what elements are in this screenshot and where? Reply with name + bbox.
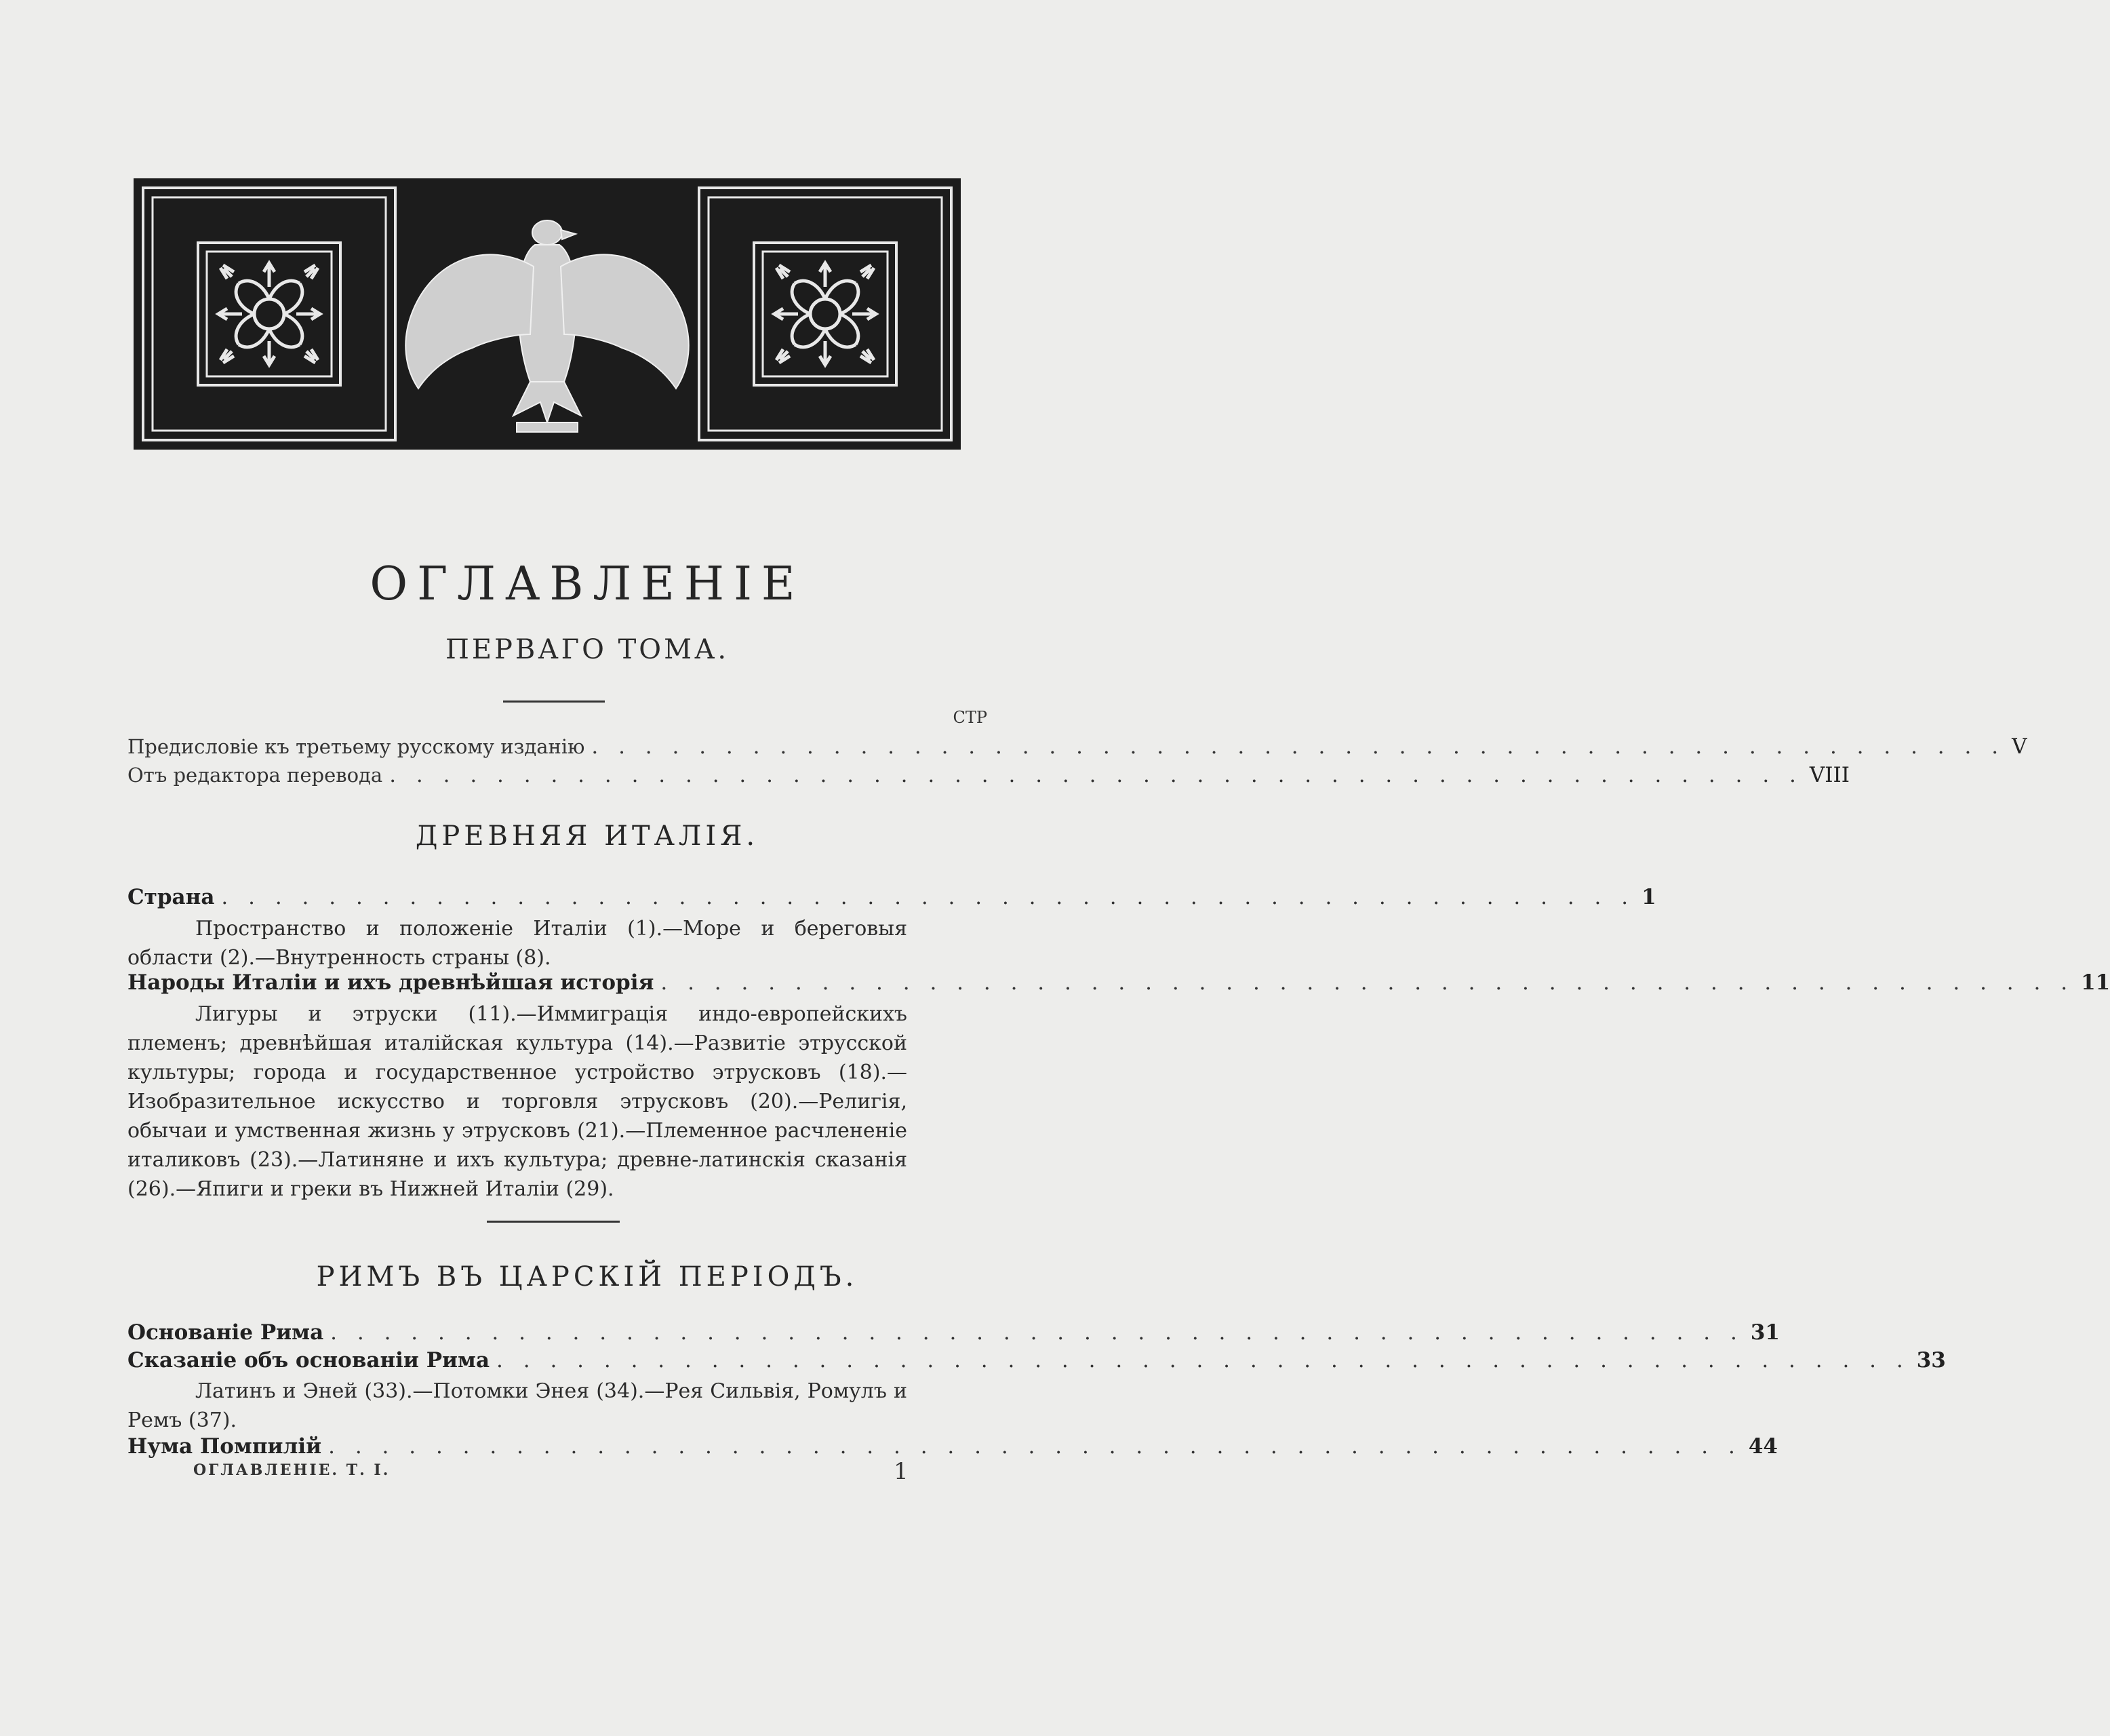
page-title: ОГЛАВЛЕНIЕ — [370, 557, 805, 611]
page-subtitle: ПЕРВАГО ТОМА. — [445, 634, 730, 665]
header-banner — [134, 178, 961, 450]
leader-dots: . . . . . . . . . . . . . . . . . . . . . . . . . . . . . . . . . . . . . . . . . . . . . . . . . . . . . — [330, 1320, 1744, 1345]
toc-entry-country[interactable] — [127, 883, 1656, 911]
section-divider — [487, 1221, 620, 1223]
toc-entry-preface[interactable] — [127, 732, 2027, 761]
sheet-number: 1 — [894, 1458, 909, 1485]
leader-dots: . . . . . . . . . . . . . . . . . . . . . . . . . . . . . . . . . . . . . . . . . . . . . . . . . . . . . — [389, 763, 1803, 787]
toc-entry-label: Страна — [127, 885, 215, 909]
leader-dots: . . . . . . . . . . . . . . . . . . . . . . . . . . . . . . . . . . . . . . . . . . . . . . . . . . . . . — [221, 885, 1635, 909]
toc-entry-page: 44 — [1748, 1434, 1778, 1459]
toc-entry-label: Нума Помпилій — [127, 1434, 322, 1459]
title-divider — [503, 701, 605, 703]
banner-artwork — [134, 178, 961, 450]
toc-entry-founding[interactable] — [127, 1318, 1780, 1347]
leader-dots: . . . . . . . . . . . . . . . . . . . . . . . . . . . . . . . . . . . . . . . . . . . . . . . . . . . . . — [496, 1348, 1910, 1373]
toc-entry-label: Народы Италіи и ихъ древнѣйшая исторія — [127, 970, 654, 995]
toc-entry-label: Основаніе Рима — [127, 1320, 324, 1345]
toc-entry-description: Пространство и положеніе Италіи (1).—Море и береговыя области (2).—Внутренность страны (8). — [127, 917, 907, 970]
section-title-ancient-italy: ДРЕВНЯЯ ИТАЛІЯ. — [415, 821, 759, 852]
toc-entry-page: V — [2012, 734, 2027, 759]
leader-dots: . . . . . . . . . . . . . . . . . . . . . . . . . . . . . . . . . . . . . . . . . . . . . . . . . . . . . — [660, 970, 2075, 995]
toc-entry-label: Отъ редактора перевода — [127, 764, 383, 787]
toc-entry-label: Сказаніе объ основаніи Рима — [127, 1348, 490, 1373]
toc-entry-description: Латинъ и Эней (33).—Потомки Энея (34).—Рея Сильвія, Ромулъ и Ремъ (37). — [127, 1379, 907, 1432]
toc-entry-page: VIII — [1809, 763, 1850, 787]
toc-entry-page: 31 — [1750, 1320, 1780, 1345]
toc-entry-description: Лигуры и этруски (11).—Иммиграція индо-европейскихъ племенъ; древнѣйшая италійская культура (14).—Развитіе этрусской культуры; города и государственное устройство этрусковъ (18).—Изобразительное искусство и торговля этрусковъ (20).—Религія, обычаи и умственная жизнь у этрусковъ (21).—Племенное расчлененіе италиковъ (23).—Латиняне и ихъ культура; древне-латинскія сказанія (26).—Япиги и греки въ Нижней Италіи (29). — [127, 1002, 907, 1201]
section-title-regal-rome: РИМЪ ВЪ ЦАРСКІЙ ПЕРІОДЪ. — [316, 1261, 858, 1293]
signature-mark: ОГЛАВЛЕНIЕ. Т. I. — [193, 1461, 391, 1479]
toc-entry-label: Предисловіе къ третьему русскому изданію — [127, 735, 585, 758]
leader-dots: . . . . . . . . . . . . . . . . . . . . . . . . . . . . . . . . . . . . . . . . . . . . . . . . . . . . . — [328, 1434, 1742, 1459]
page-column-header: СТР — [953, 708, 987, 727]
toc-entry-page: 11 — [2081, 970, 2110, 995]
toc-entry-editor-note[interactable] — [127, 761, 1850, 789]
toc-entry-page: 1 — [1641, 885, 1656, 909]
toc-entry-page: 33 — [1916, 1348, 1946, 1373]
toc-entry-founding-legend[interactable] — [127, 1346, 1946, 1375]
toc-entry-peoples[interactable] — [127, 968, 2110, 997]
leader-dots: . . . . . . . . . . . . . . . . . . . . . . . . . . . . . . . . . . . . . . . . . . . . . . . . . . . . . — [591, 734, 2006, 759]
toc-entry-numa[interactable] — [127, 1432, 1778, 1461]
